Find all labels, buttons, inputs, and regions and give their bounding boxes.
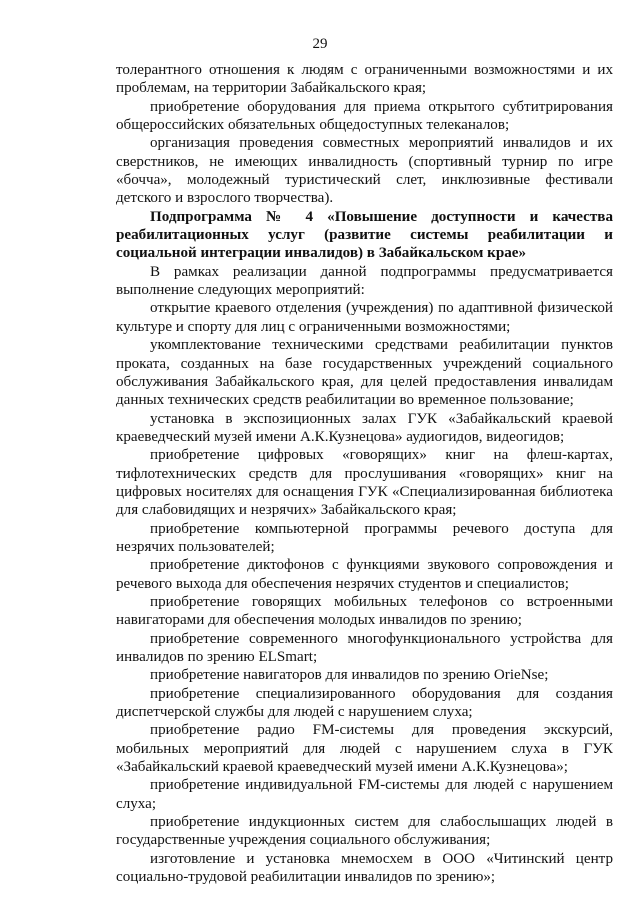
list-item-rental-points-equipment: укомплектование техническими средствами реабилитации пунктов проката, созданных на базе государственных учреждений социального обслуживания Забайкальского края, для целей предоставления инвалидам данных технических средств реабилитации во временное пользование; — [116, 337, 613, 409]
list-item-induction-systems: приобретение индукционных систем для слабослышащих людей в государственные учреждения социального обслуживания; — [116, 814, 613, 849]
page-number: 29 — [312, 36, 328, 52]
paragraph-tolerance-continuation: толерантного отношения к людям с ограниченными возможностями и их проблемам, на территории Забайкальского края; — [116, 62, 613, 97]
document-body — [116, 61, 613, 886]
list-item-individual-fm-system: приобретение индивидуальной FM-системы для людей с нарушением слуха; — [116, 777, 613, 812]
list-item-mnemonic-schemes: изготовление и установка мнемосхем в ООО «Читинский центр социально-трудовой реабилитации инвалидов по зрению»; — [116, 850, 613, 886]
list-item-radio-fm-system: приобретение радио FM-системы для проведения экскурсий, мобильных мероприятий для людей с нарушением слуха в ГУК «Забайкальский краевой краеведческий музей имени А.К.Кузнецова»; — [116, 722, 613, 776]
paragraph-subprogram-intro: В рамках реализации данной подпрограммы предусматривается выполнение следующих мероприятий: — [116, 263, 613, 299]
list-item-talking-books: приобретение цифровых «говорящих» книг на флеш-картах, тифлотехнических средств для прослушивания «говорящих» книг на цифровых носителях для оснащения ГУК «Специализированная библиотека для слабовидящих и незрячих» Забайкальского края; — [116, 447, 613, 519]
paragraph-subtitling-equipment: приобретение оборудования для приема открытого субтитрирования общероссийских обязательных общедоступных телеканалов; — [116, 98, 613, 134]
list-item-dictaphones: приобретение диктофонов с функциями звукового сопровождения и речевого выхода для обеспечения незрячих студентов и специалистов; — [116, 557, 613, 592]
list-item-dispatch-service-equipment: приобретение специализированного оборудования для создания диспетчерской службы для людей с нарушением слуха; — [116, 685, 613, 721]
list-item-speech-access-software: приобретение компьютерной программы речевого доступа для незрячих пользователей; — [116, 520, 613, 555]
subprogram-4-heading: Подпрограмма № 4 «Повышение доступности и качества реабилитационных услуг (развитие системы реабилитации и социальной интеграции инвалидов) в Забайкальском крае» — [116, 208, 613, 262]
list-item-adaptive-sport-department: открытие краевого отделения (учреждения) по адаптивной физической культуре и спорту для лиц с ограниченными возможностями; — [116, 300, 613, 335]
list-item-elsmart-device: приобретение современного многофункционального устройства для инвалидов по зрению ELSmart; — [116, 630, 613, 665]
list-item-museum-audio-guides: установка в экспозиционных залах ГУК «Забайкальский краевой краеведческий музей имени А.К.Кузнецова» аудиогидов, видеогидов; — [116, 410, 613, 445]
list-item-talking-phones: приобретение говорящих мобильных телефонов со встроенными навигаторами для обеспечения молодых инвалидов по зрению; — [116, 593, 613, 629]
list-item-oriense-navigators: приобретение навигаторов для инвалидов по зрению OrieNse; — [150, 667, 549, 684]
paragraph-joint-events: организация проведения совместных мероприятий инвалидов и их сверстников, не имеющих инвалидность (спортивный турнир по игре «бочча», молодежный туристический слет, инклюзивные фестивали детского и взрослого творчества). — [116, 135, 613, 207]
